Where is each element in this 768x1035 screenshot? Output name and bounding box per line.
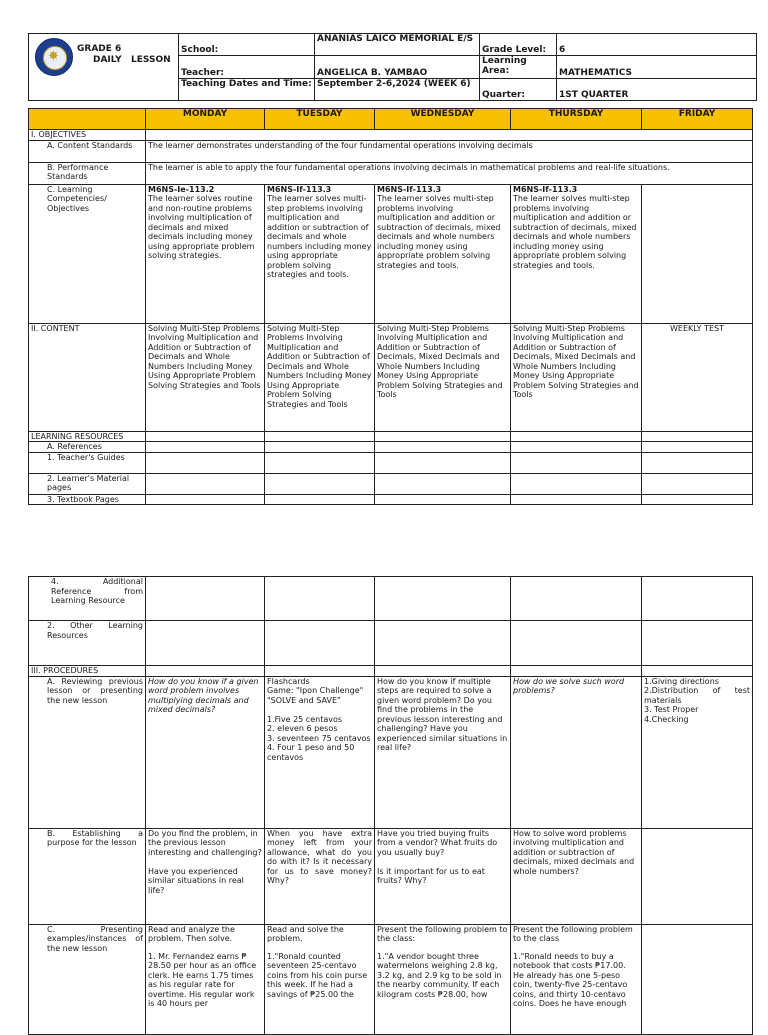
dll-table-bottom [28,576,753,1035]
content-thu: Solving Multi-Step Problems Involving Multiplication and Addition or Subtraction of Decimals, Mixed Decimals and Whole Numbers Including Money Using Appropriate Problem Solving Strategies and Tools [511,323,642,431]
present-thu-body: 1."Ronald needs to buy a notebook that costs ₱17.00. He already has one 5-peso coin, twenty-five 25-centavo coins, and thirty 10-centavo coins. Does he have enough [513,951,628,1008]
day-wednesday: WEDNESDAY [375,109,511,130]
presenting-label: C. Presenting examples/instances of the new lesson [29,924,146,1034]
grade-title: GRADE 6 [77,44,122,54]
quarter-value: 1ST QUARTER [557,78,757,100]
comp-mon-text: The learner solves routine and non-routine problems involving multiplication of decimals and mixed decimals including money using appropriate problem solving strategies. [148,194,255,260]
comp-tue-code: M6NS-If-113.3 [267,184,332,194]
teachers-guides-label: 1. Teacher's Guides [29,452,146,473]
present-mon-intro: Read and analyze the problem. Then solve. [148,924,235,943]
purpose-thu: How to solve word problems involving multiplication and addition or subtraction of decimals, mixed decimals and whole numbers? [511,828,642,924]
competencies-label: C. Learning Competencies/ Objectives [29,184,146,323]
review-tue: Flashcards Game: "Ipon Challenge" "SOLVE and SAVE" 1.Five 25 centavos 2. eleven 6 pesos 3. seventeen 75 centavos 4. Four 1 peso and 50 centavos [265,676,375,828]
purpose-wed: Have you tried buying fruits from a vendor? What fruits do you usually buy? Is it important for us to eat fruits? Why? [375,828,511,924]
quarter-label: Quarter: [480,78,557,100]
learning-resources-heading: LEARNING RESOURCES [29,431,146,442]
deped-seal-icon: ✸ [35,38,73,76]
header-table [28,33,757,101]
day-tuesday: TUESDAY [265,109,375,130]
present-tue-body: 1."Ronald counted seventeen 25-centavo coins from his coin purse this week. If he had a savings of ₱25.00 the [267,951,368,999]
review-wed: How do you know if multiple steps are required to solve a given word problem? Do you find the problems in the previous lesson interesting and challenging? Have you experienced similar situations in real life? [375,676,511,828]
performance-standards-text: The learner is able to apply the four fundamental operations involving decimals in mathematical problems and real-life situations. [146,162,753,184]
present-mon-body: 1. Mr. Fernandez earns ₱ 28.50 per hour as an office clerk. He earns 1.75 times as his regular rate for overtime. His regular work is 40 hours per [148,951,257,1008]
procedures-heading: III. PROCEDURES [29,666,146,677]
present-tue-intro: Read and solve the problem. [267,924,344,943]
references-label: A. References [29,442,146,453]
content-standards-text: The learner demonstrates understanding of the four fundamental operations involving decimals [146,140,753,162]
learners-material-label: 2. Learner's Material pages [29,473,146,494]
content-standards-label: A. Content Standards [29,140,146,162]
review-fri: 1.Giving directions 2.Distribution of test materials 3. Test Proper 4.Checking [642,676,753,828]
comp-thu-code: M6NS-If-113.3 [513,184,578,194]
comp-thu-text: The learner solves multi-step problems involving multiplication and addition or subtraction of decimals, mixed decimals and whole numbers including money using appropriate problem solving strategies and tools. [513,194,637,270]
content-mon: Solving Multi-Step Problems Involving Multiplication and Addition or Subtraction of Decimals and Whole Numbers Including Money Using Appropriate Problem Solving Strategies and Tools [146,323,265,431]
teacher-label: Teacher: [179,56,315,78]
present-thu-intro: Present the following problem to the class [513,924,633,943]
comp-tue-text: The learner solves multi-step problems involving multiplication and addition or subtraction of decimals and whole numbers including money using appropriate problem solving strategies and tools. [267,194,372,279]
content-tue: Solving Multi-Step Problems Involving Multiplication and Addition or Subtraction of Decimals and Whole Numbers Including Money Using Appropriate Problem Solving Strategies and Tools [265,323,375,431]
review-thu: How do we solve such word problems? [511,676,642,828]
additional-reference-label: 4. Additional Reference from Learning Resource [29,577,146,621]
day-monday: MONDAY [146,109,265,130]
school-value: ANANIAS LAICO MEMORIAL E/S [315,34,480,56]
content-label: II. CONTENT [29,323,146,431]
grade-level-label: Grade Level: [480,34,557,56]
dll-title: DAILY LESSON [93,55,171,65]
dates-label: Teaching Dates and Time: [179,78,315,100]
present-wed-body: 1."A vendor bought three watermelons weighing 2.8 kg, 3.2 kg, and 2.9 kg to be sold in the nearby community. If each kilogram costs ₱28.00, how [377,951,502,999]
comp-mon-code: M6NS-Ie-113.2 [148,184,215,194]
dll-table-top [28,108,753,505]
dates-value: September 2-6,2024 (WEEK 6) [315,78,480,100]
teacher-value: ANGELICA B. YAMBAO [315,56,480,78]
content-fri: WEEKLY TEST [642,323,753,431]
objectives-heading: I. OBJECTIVES [29,130,146,141]
other-resources-label: 2. Other Learning Resources [29,621,146,666]
performance-standards-label: B. Performance Standards [29,162,146,184]
review-mon: How do you know if a given word problem involves multiplying decimals and mixed decimals? [146,676,265,828]
comp-wed-text: The learner solves multi-step problems involving multiplication and addition or subtraction of decimals, mixed decimals and whole numbers including money using appropriate problem solving strategies and tools. [377,194,501,270]
reviewing-label: A. Reviewing previous lesson or presenting the new lesson [29,676,146,828]
learning-area-value: MATHEMATICS [557,56,757,78]
day-thursday: THURSDAY [511,109,642,130]
comp-wed-code: M6NS-If-113.3 [377,184,442,194]
content-wed: Solving Multi-Step Problems Involving Multiplication and Addition or Subtraction of Decimals, Mixed Decimals and Whole Numbers Including Money Using Appropriate Problem Solving Strategies and Tools [375,323,511,431]
purpose-label: B. Establishing a purpose for the lesson [29,828,146,924]
present-wed-intro: Present the following problem to the class: [377,924,508,943]
purpose-tue: When you have extra money left from your allowance, what do you do with it? Is it necessary for us to save money? Why? [265,828,375,924]
grade-level-value: 6 [557,34,757,56]
purpose-mon: Do you find the problem, in the previous lesson interesting and challenging? Have you experienced similar situations in real life? [146,828,265,924]
textbook-pages-label: 3. Textbook Pages [29,494,146,505]
school-label: School: [179,34,315,56]
learning-area-label: Learning Area: [480,56,557,78]
day-friday: FRIDAY [642,109,753,130]
